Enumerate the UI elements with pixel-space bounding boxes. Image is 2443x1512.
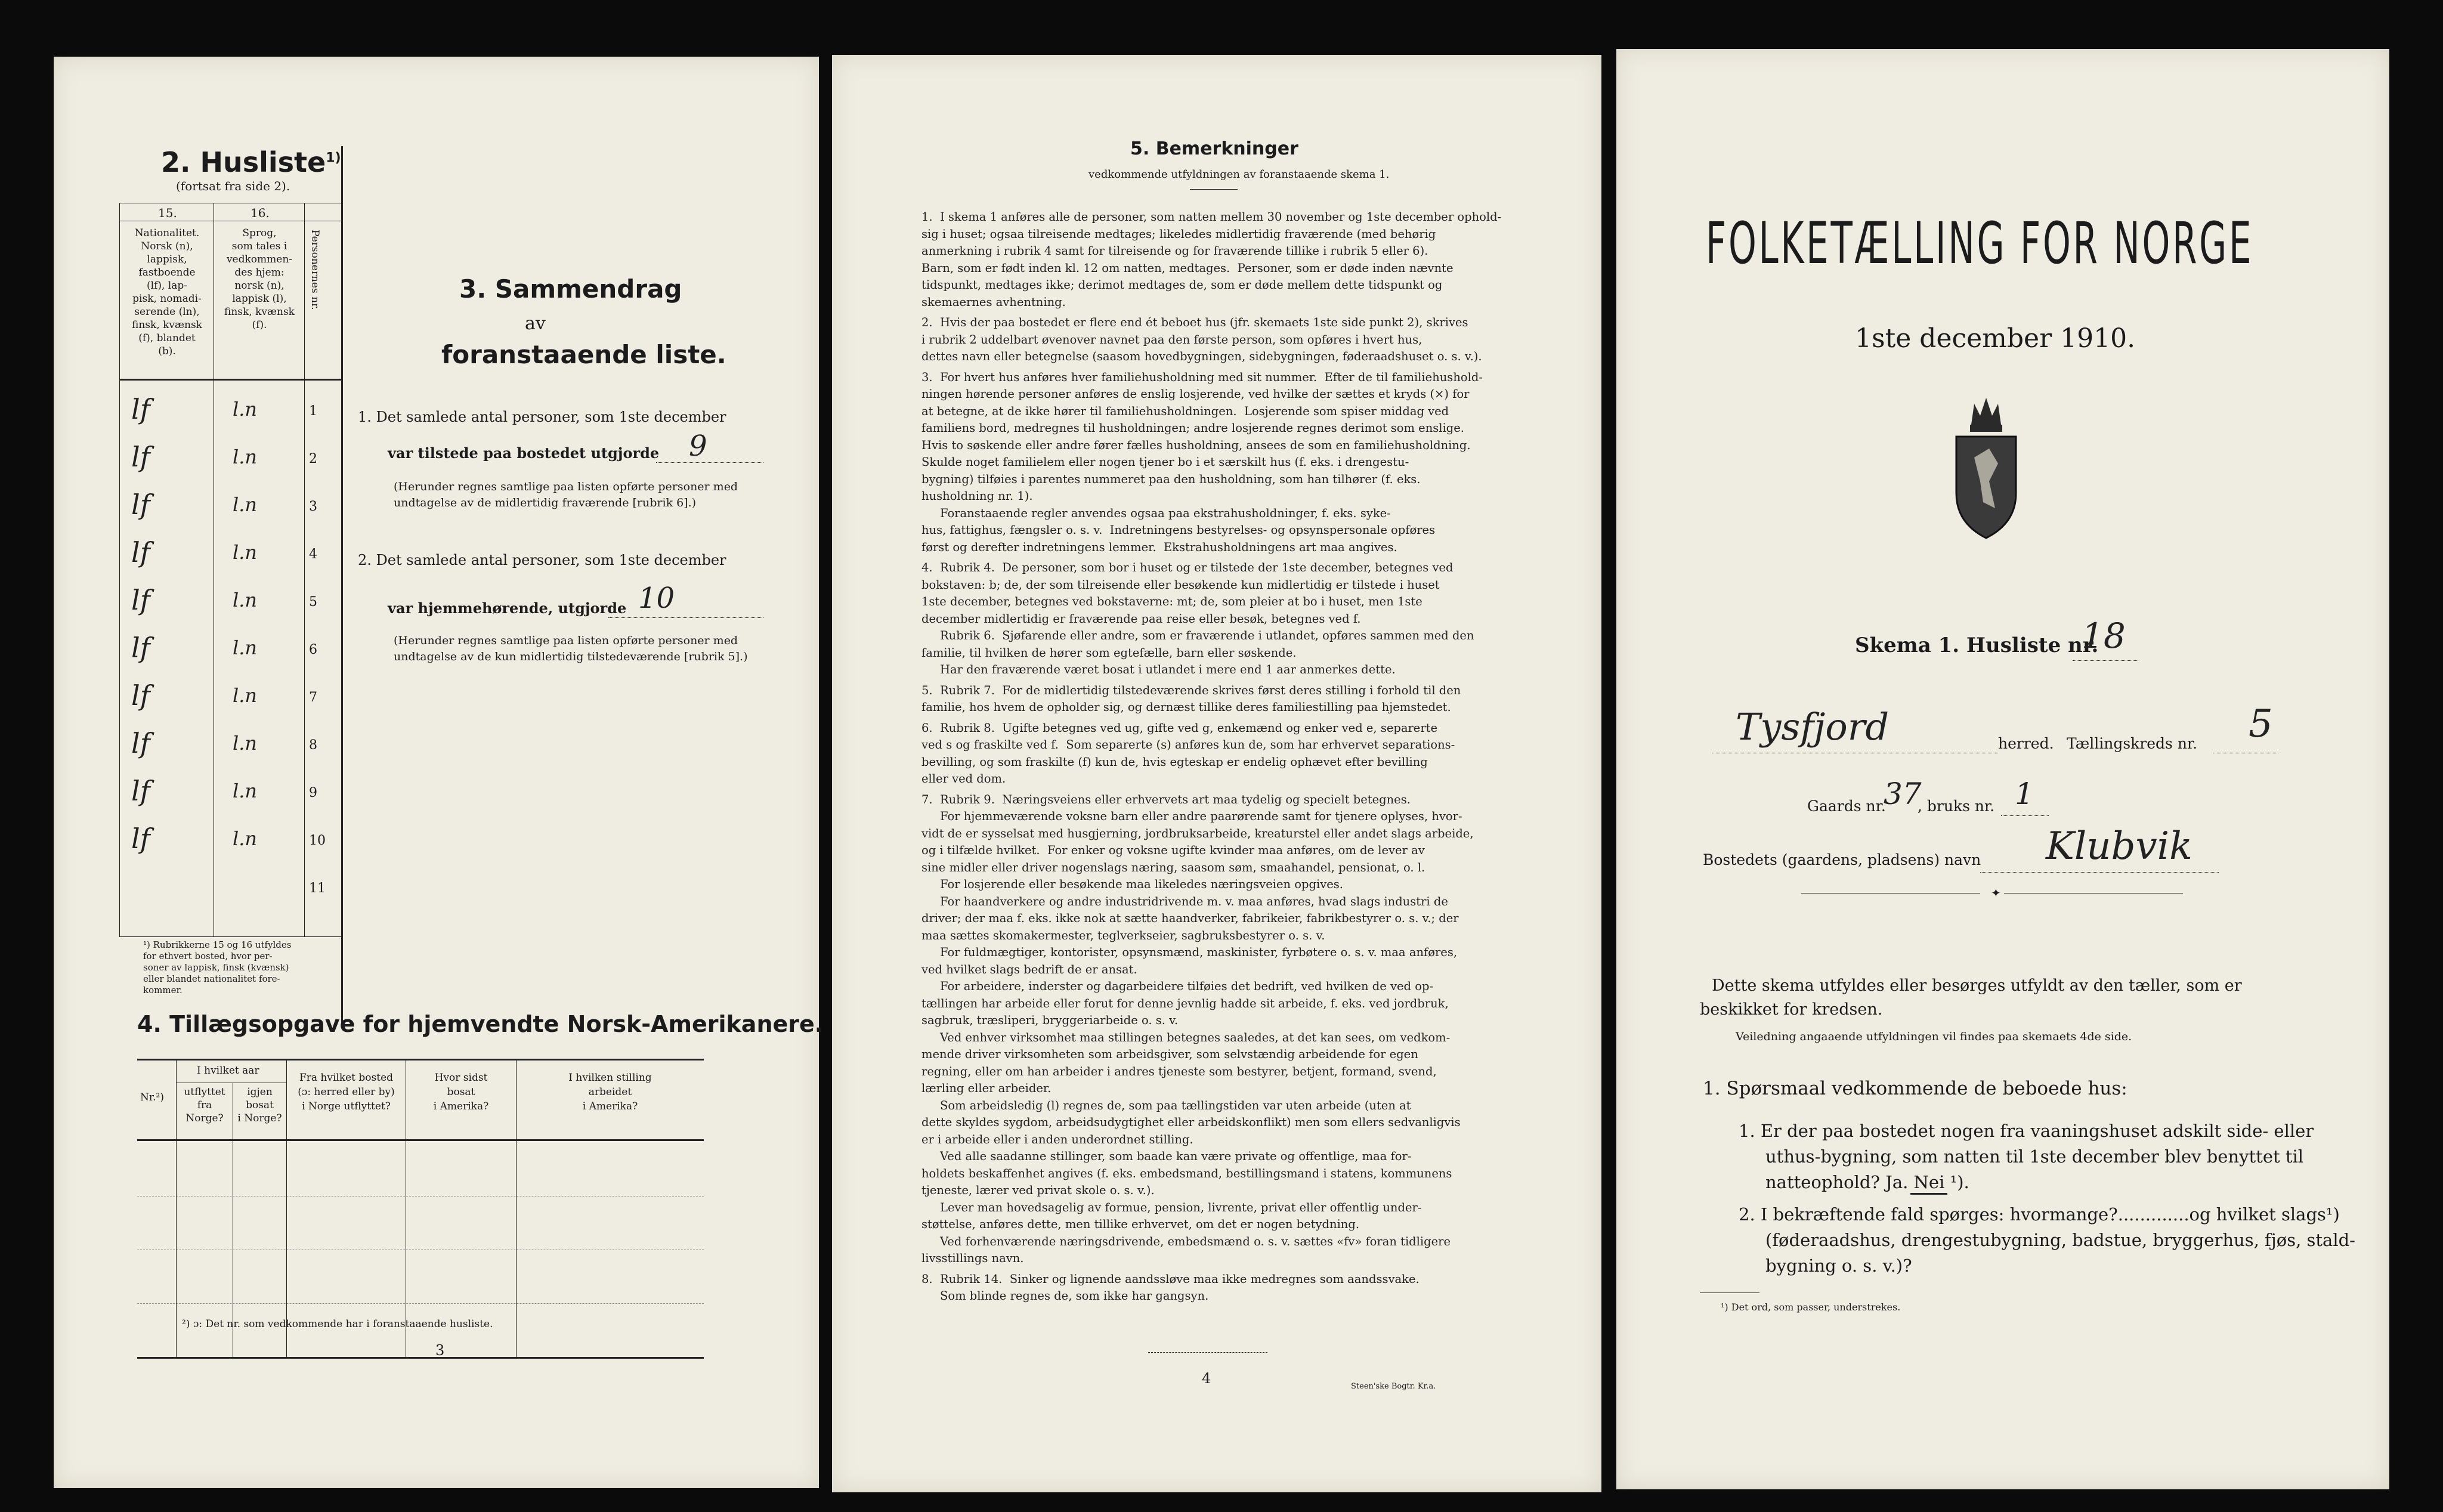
col-igjen bbox=[233, 1086, 286, 1125]
page-number-3: 3 bbox=[435, 1342, 445, 1359]
middle-page bbox=[832, 55, 1601, 1492]
bemerkning-line: Barn, som er født inden kl. 12 om natten, medtages. Personer, som er døde inden nævnte bbox=[921, 261, 1454, 275]
header-line: fastboende bbox=[138, 267, 196, 279]
bemerkning-line: anmerkning i rubrik 4 samt for tilreisende og for fraværende tillike i rubrik 5 eller 6). bbox=[921, 244, 1428, 258]
footnote-line: for ethvert bosted, hvor per- bbox=[143, 951, 273, 961]
header-line: Nationalitet. bbox=[134, 227, 200, 239]
sammendrag-item2-note: undtagelse av de kun midlertidig tilstedeværende [rubrik 5].) bbox=[394, 650, 748, 663]
nationalitet-value: lf bbox=[131, 775, 150, 807]
bemerkning-paragraph bbox=[921, 369, 1518, 556]
table-row bbox=[119, 868, 341, 916]
header-line: bosat bbox=[246, 1099, 274, 1111]
gaards-label: Gaards nr. bbox=[1807, 797, 1886, 815]
bemerkning-line: husholdning nr. 1). bbox=[921, 489, 1033, 503]
header-line: som tales i bbox=[231, 240, 287, 252]
question-1-1: uthus-bygning, som natten til 1ste december blev benyttet til bbox=[1765, 1146, 2304, 1167]
header-line: vedkommen- bbox=[226, 253, 293, 265]
table-row bbox=[119, 438, 341, 486]
header-line: pisk, nomadi- bbox=[132, 293, 202, 305]
hjemmehorende-value: 10 bbox=[638, 582, 675, 615]
bemerkning-line: Skulde noget familielem eller nogen tjener bo i et særskilt hus (f. eks. i drengestu- bbox=[921, 455, 1409, 469]
bemerkning-line: 4. Rubrik 4. De personer, som bor i huset og er tilstede der 1ste december, betegnes ved bbox=[921, 561, 1454, 574]
footnote-line: eller blandet nationalitet fore- bbox=[143, 973, 280, 984]
bemerkning-line: bokstaven: b; de, der som tilreisende eller besøkende kun midlertidig er tilstede i huset bbox=[921, 577, 1440, 592]
intro-line1: Dette skema utfyldes eller besørges utfyldt av den tæller, som er bbox=[1712, 976, 2242, 995]
bemerkning-line: sine midler eller driver nogenslags næring, saasom søm, smaahandel, pensionat, o. l. bbox=[921, 860, 1425, 874]
header-line: (b). bbox=[158, 345, 176, 357]
bosted-value: Klubvik bbox=[2046, 824, 2192, 868]
col15-number: 15. bbox=[158, 206, 177, 220]
bemerkning-line: bevilling, og som fraskilte (f) kun de, hvis egteskap er endelig ophævet efter bevilling bbox=[921, 755, 1428, 769]
bemerkning-line: bygning) tilføies i parentes nummeret paa den husholdning, som han tilhører (f. eks. bbox=[921, 472, 1421, 486]
nationalitet-value: lf bbox=[131, 584, 150, 616]
header-line: (lf), lap- bbox=[147, 280, 187, 292]
sammendrag-item1: 1. Det samlede antal personer, som 1ste december bbox=[358, 409, 726, 425]
col16-header bbox=[215, 227, 304, 332]
sammendrag-title: 3. Sammendrag bbox=[459, 274, 682, 304]
left-page bbox=[54, 57, 824, 1488]
bemerkning-line: holdets beskaffenhet angives (f. eks. embedsmand, bestillingsmand i statens, kommunens bbox=[921, 1166, 1452, 1180]
husliste-title: 2. Husliste$^{1)}$ bbox=[161, 146, 341, 178]
header-line: Fra hvilket bosted bbox=[299, 1072, 394, 1084]
nei-underline bbox=[1910, 1193, 1947, 1195]
husliste-footnote bbox=[143, 939, 322, 996]
bruks-value: 1 bbox=[2015, 777, 2034, 811]
sammendrag-subtitle: foranstaaende liste. bbox=[441, 340, 726, 369]
norwegian-coat-of-arms-icon bbox=[1947, 392, 2025, 541]
bemerkning-line: tjeneste, lærer ved privat skole o. s. v.). bbox=[921, 1183, 1155, 1197]
table-bottom-rule bbox=[119, 936, 341, 937]
header-line: serende (ln), bbox=[134, 306, 200, 318]
person-nr: 6 bbox=[309, 642, 317, 657]
bemerkning-line: 3. For hvert hus anføres hver familiehusholdning med sit nummer. Efter de til familiehushold- bbox=[921, 370, 1483, 384]
sprog-value: l.n bbox=[233, 684, 258, 707]
header-line: (ɔ: herred eller by) bbox=[298, 1086, 395, 1098]
bemerkning-line: Hvis to søskende eller andre fører fælles husholdning, ansees de som en familiehusholdning. bbox=[921, 438, 1471, 452]
col-fra-bosted bbox=[287, 1071, 406, 1114]
sammendrag-av: av bbox=[525, 313, 546, 334]
sprog-value: l.n bbox=[233, 732, 258, 755]
nationalitet-value: lf bbox=[131, 441, 150, 473]
question-1-1: natteophold? Ja. Nei ¹). bbox=[1765, 1172, 1969, 1192]
bemerkning-line: dette skyldes sygdom, arbeidsudygtighet eller arbeidskonflikt) men som ellers sedvanligvis bbox=[921, 1115, 1461, 1129]
bemerkning-line: tællingen har arbeide eller forut for denne jevnlig hadde sit arbeide, f. eks. ved jordbruk, bbox=[921, 996, 1449, 1010]
header-line: Norsk (n), bbox=[141, 240, 193, 252]
bemerkning-line: Ved alle saadanne stillinger, som baade kan være private og offentlige, maa for- bbox=[921, 1149, 1412, 1163]
table-row bbox=[119, 629, 341, 677]
header-line: des hjem: bbox=[234, 267, 284, 279]
bemerkning-paragraph bbox=[921, 314, 1518, 366]
bemerkninger-title: 5. Bemerkninger bbox=[1130, 138, 1298, 159]
bemerkning-line: dettes navn eller betegnelse (saasom hovedbygningen, sidebygningen, føderaadshuset o. s. v.). bbox=[921, 350, 1482, 363]
sprog-value: l.n bbox=[233, 446, 258, 468]
husliste-subtitle: (fortsat fra side 2). bbox=[176, 179, 290, 193]
bemerkning-line: 7. Rubrik 9. Næringsveiens eller erhvervets art maa tydelig og specielt betegnes. bbox=[921, 792, 1411, 806]
header-line: bosat bbox=[447, 1086, 475, 1098]
person-nr: 9 bbox=[309, 786, 317, 800]
nationalitet-value: lf bbox=[131, 727, 150, 759]
header-line: (f). bbox=[252, 319, 267, 331]
header-line: i Amerika? bbox=[433, 1100, 489, 1112]
sammendrag-item1-label: var tilstede paa bostedet utgjorde bbox=[388, 444, 660, 462]
bemerkning-line: først og derefter indretningens lemmer. Ekstrahusholdningens art maa angives. bbox=[921, 540, 1397, 554]
header-line: finsk, kvænsk bbox=[224, 306, 295, 318]
herred-label: herred. bbox=[1998, 735, 2054, 752]
bemerkning-line: ved hvilket slags bedrift de er ansat. bbox=[921, 962, 1137, 976]
col-utflyttet bbox=[177, 1086, 233, 1125]
bemerkning-paragraph bbox=[921, 559, 1518, 679]
header-line: lappisk (l), bbox=[232, 293, 287, 305]
bemerkning-line: tidspunkt, medtages ikke; derimot medtages de, som er døde mellem dette tidspunkt og bbox=[921, 278, 1443, 292]
sprog-value: l.n bbox=[233, 636, 258, 659]
person-nr: 2 bbox=[309, 452, 317, 466]
bemerkning-paragraph bbox=[921, 1271, 1518, 1305]
sprog-value: l.n bbox=[233, 589, 258, 611]
col-stilling bbox=[517, 1071, 704, 1114]
bemerkning-line: familie, til hvilken de hører som egtefælle, barn eller søskende. bbox=[921, 645, 1297, 660]
footnote-line: kommer. bbox=[143, 985, 183, 995]
person-nr: 11 bbox=[309, 881, 326, 896]
bemerkning-line: familie, hos hvem de opholder sig, og dernæst tillike deres familiestilling paa hjemstedet. bbox=[921, 700, 1451, 714]
bemerkning-line: 8. Rubrik 14. Sinker og lignende aandssløve maa ikke medregnes som aandssvake. bbox=[921, 1272, 1420, 1286]
table-row bbox=[119, 534, 341, 582]
bosted-label: Bostedets (gaardens, pladsens) navn bbox=[1703, 851, 1981, 868]
kreds-value: 5 bbox=[2249, 702, 2273, 746]
person-nr: 5 bbox=[309, 595, 317, 610]
skema-label: Skema 1. Husliste nr. bbox=[1855, 633, 2099, 657]
bemerkning-line: familiens bord, medregnes til husholdningen; andre losjerende regnes derimot som enslige. bbox=[921, 421, 1464, 435]
nationalitet-value: lf bbox=[131, 823, 150, 855]
bemerkning-line: ningen hørende personer anføres de enslig losjerende, ved hvilke der sættes et kryds (×) for bbox=[921, 387, 1470, 401]
question-1-2: (føderaadshus, drengestubygning, badstue, bryggerhus, fjøs, stald- bbox=[1765, 1230, 2355, 1250]
bemerkning-line: vidt de er sysselsat med husgjerning, jordbruksarbeide, kreaturstel eller andet slags arbeide, bbox=[921, 826, 1474, 840]
sammendrag-item2-note: (Herunder regnes samtlige paa listen opførte personer med bbox=[394, 634, 738, 647]
header-line: Hvor sidst bbox=[434, 1072, 488, 1084]
bemerkning-line: For arbeidere, inderster og dagarbeidere tilføies det bedrift, ved hvilken de ved op- bbox=[921, 979, 1434, 993]
header-line: utflyttet bbox=[184, 1086, 225, 1098]
herred-value: Tysfjord bbox=[1736, 705, 1890, 749]
census-title: FOLKETÆLLING FOR NORGE bbox=[1706, 210, 2254, 277]
table-header-rule bbox=[119, 379, 341, 381]
printer-mark: Steen'ske Bogtr. Kr.a. bbox=[1351, 1382, 1436, 1391]
bemerkning-line: For haandverkere og andre industridrivende m. v. maa anføres, hvad slags industri de bbox=[921, 894, 1448, 908]
table-row bbox=[119, 772, 341, 820]
nationalitet-value: lf bbox=[131, 679, 150, 712]
bemerkning-line: Foranstaaende regler anvendes ogsaa paa ekstrahusholdninger, f. eks. syke- bbox=[921, 506, 1391, 520]
bemerkning-line: mende driver virksomheten som arbeidsgiver, som selvstændig arbeidende for egen bbox=[921, 1047, 1418, 1061]
dotted-line bbox=[2001, 815, 2049, 816]
header-line: i Norge utflyttet? bbox=[302, 1100, 391, 1112]
ornament-icon: ✦ bbox=[1991, 886, 2001, 900]
bemerkning-line: Ved enhver virksomhet maa stillingen betegnes saaledes, at det kan sees, om vedkom- bbox=[921, 1030, 1451, 1044]
sammendrag-item1-note: (Herunder regnes samtlige paa listen opførte personer med bbox=[394, 480, 738, 493]
divider bbox=[1190, 189, 1238, 190]
bruks-label: , bruks nr. bbox=[1918, 797, 1995, 815]
person-nr: 3 bbox=[309, 499, 317, 514]
census-date: 1ste december 1910. bbox=[1855, 323, 2136, 354]
bemerkning-line: livsstillings navn. bbox=[921, 1251, 1024, 1265]
question-1-2: 2. I bekræftende fald spørges: hvormange?.............og hvilket slags¹) bbox=[1739, 1204, 2340, 1225]
bemerkning-line: ved s og fraskilte ved f. Som separerte (s) anføres kun de, som har erhvervet separations- bbox=[921, 738, 1455, 752]
dotted-line bbox=[1980, 872, 2219, 873]
bemerkning-line: december midlertidig er fraværende paa reise eller besøk, betegnes ved f. bbox=[921, 611, 1361, 626]
bemerkning-line: Som arbeidsledig (l) regnes de, som paa tællingstiden var uten arbeide (uten at bbox=[921, 1098, 1411, 1112]
table-row bbox=[119, 391, 341, 438]
kreds-label: Tællingskreds nr. bbox=[2067, 735, 2198, 752]
bemerkning-line: regning, eller om han arbeider i andres tjeneste som bestyrer, betjent, formand, svend, bbox=[921, 1064, 1437, 1078]
bemerkning-paragraph bbox=[921, 682, 1518, 716]
dotted-line bbox=[608, 617, 763, 618]
bemerkning-line: lærling eller arbeider. bbox=[921, 1081, 1052, 1095]
question-1-title: 1. Spørsmaal vedkommende de beboede hus: bbox=[1703, 1078, 2127, 1099]
bemerkning-line: Lever man hovedsagelig av formue, pension, livrente, privat eller offentlig under- bbox=[921, 1200, 1422, 1214]
bemerkning-line: og i tilfælde hvilket. For enker og voksne ugifte kvinder maa anføres, om de lever av bbox=[921, 843, 1425, 857]
bemerkning-line: For fuldmægtiger, kontorister, opsynsmænd, maskinister, fyrbøtere o. s. v. maa anføres, bbox=[921, 945, 1458, 959]
person-nr: 4 bbox=[309, 547, 317, 562]
table-right-border bbox=[341, 146, 343, 1023]
tillaeg-footnote: ²) ɔ: Det nr. som vedkommende har i foranstaaende husliste. bbox=[182, 1318, 493, 1330]
person-nr: 8 bbox=[309, 738, 317, 753]
nationalitet-value: lf bbox=[131, 536, 150, 568]
footnote-line: soner av lappisk, finsk (kvænsk) bbox=[143, 962, 289, 973]
table-row bbox=[119, 486, 341, 534]
bemerkninger-body bbox=[921, 209, 1518, 1309]
col-hvor-sidst bbox=[406, 1071, 516, 1114]
bemerkning-line: 6. Rubrik 8. Ugifte betegnes ved ug, gifte ved g, enkemænd og enker ved e, separerte bbox=[921, 721, 1438, 735]
intro-line2: beskikket for kredsen. bbox=[1700, 1000, 1883, 1019]
header-line: Sprog, bbox=[242, 227, 277, 239]
bemerkning-line: sagbruk, træsliperi, bryggeriarbeide o. s. v. bbox=[921, 1013, 1179, 1027]
footnote-line: ¹) Rubrikkerne 15 og 16 utfyldes bbox=[143, 939, 292, 950]
tilstede-value: 9 bbox=[689, 429, 707, 463]
bemerkning-line: 2. Hvis der paa bostedet er flere end ét beboet hus (jfr. skemaets 1ste side punkt 2), skrives bbox=[921, 316, 1468, 329]
bemerkning-paragraph bbox=[921, 720, 1518, 788]
question-1-1: 1. Er der paa bostedet nogen fra vaaningshuset adskilt side- eller bbox=[1739, 1121, 2314, 1141]
bemerkning-line: at betegne, at de ikke hører til familiehusholdningen. Losjerende som spiser middag ved bbox=[921, 404, 1449, 418]
bemerkning-line: støttelse, anføres dette, men tillike erhvervet, om det er nogen betydning. bbox=[921, 1217, 1360, 1231]
header-line: arbeidet bbox=[588, 1086, 632, 1098]
page-number-4: 4 bbox=[1202, 1370, 1211, 1387]
bemerkning-line: For hjemmeværende voksne barn eller andre paarørende samt for tjenere oplyses, hvor- bbox=[921, 809, 1462, 823]
bemerkning-paragraph bbox=[921, 209, 1518, 311]
bemerkning-line: driver; der maa f. eks. ikke nok at sætte haandverker, fabrikeier, fabrikbestyrer o. s. v.; der bbox=[921, 911, 1459, 925]
bemerkning-paragraph bbox=[921, 791, 1518, 1267]
header-line: i Amerika? bbox=[582, 1100, 638, 1112]
nationalitet-value: lf bbox=[131, 488, 150, 521]
table-row bbox=[119, 677, 341, 725]
bemerkninger-subtitle: vedkommende utfyldningen av foranstaaende skema 1. bbox=[1088, 168, 1390, 181]
header-line: Norge? bbox=[185, 1112, 224, 1124]
col16-number: 16. bbox=[251, 206, 270, 220]
right-footnote: ¹) Det ord, som passer, understrekes. bbox=[1721, 1301, 1901, 1313]
divider bbox=[1148, 1352, 1267, 1353]
gaards-value: 37 bbox=[1884, 777, 1922, 811]
bemerkning-line: Som blinde regnes de, som ikke har gangsyn. bbox=[921, 1289, 1209, 1303]
sprog-value: l.n bbox=[233, 493, 258, 516]
sprog-value: l.n bbox=[233, 541, 258, 564]
bemerkning-line: skemaernes avhentning. bbox=[921, 295, 1066, 309]
nationalitet-value: lf bbox=[131, 393, 150, 425]
bemerkning-line: 5. Rubrik 7. For de midlertidig tilstedeværende skrives først deres stilling i forhold til den bbox=[921, 683, 1461, 697]
tillaeg-title: 4. Tillægsopgave for hjemvendte Norsk-Amerikanere. bbox=[137, 1011, 824, 1037]
sprog-value: l.n bbox=[233, 827, 258, 850]
person-nr: 1 bbox=[309, 404, 317, 419]
sammendrag-item1-note: undtagelse av de midlertidig fraværende [rubrik 6].) bbox=[394, 496, 697, 509]
bemerkning-line: sig i huset; ogsaa tilreisende medtages; likeledes midlertidig fraværende (med behørig bbox=[921, 227, 1436, 241]
header-line: lappisk, bbox=[147, 253, 187, 265]
bemerkning-line: For losjerende eller besøkende maa likeledes næringsveien opgives. bbox=[921, 877, 1343, 891]
table-row bbox=[119, 582, 341, 629]
person-nr-header: Personernes nr. bbox=[309, 230, 321, 310]
header-line: fra bbox=[197, 1099, 212, 1111]
header-line: norsk (n), bbox=[234, 280, 284, 292]
col-hvilket-aar: I hvilket aar bbox=[197, 1065, 259, 1077]
bemerkning-line: 1ste december, betegnes ved bokstaverne: mt; de, som pleier at bo i huset, men 1ste bbox=[921, 595, 1422, 608]
right-page bbox=[1616, 49, 2389, 1489]
husliste-nr-value: 18 bbox=[2082, 616, 2126, 656]
table-row bbox=[119, 820, 341, 868]
sammendrag-item2: 2. Det samlede antal personer, som 1ste december bbox=[358, 552, 726, 568]
header-line: igjen bbox=[247, 1086, 273, 1098]
person-nr: 10 bbox=[309, 833, 326, 848]
dotted-line bbox=[2073, 660, 2138, 661]
sammendrag-item2-label: var hjemmehørende, utgjorde bbox=[388, 599, 627, 617]
header-line: (f), blandet bbox=[138, 332, 196, 344]
veiledning: Veiledning angaaende utfyldningen vil findes paa skemaets 4de side. bbox=[1736, 1030, 2132, 1043]
bemerkning-line: Ved forhenværende næringsdrivende, embedsmænd o. s. v. sættes «fv» foran tidligere bbox=[921, 1234, 1451, 1248]
sprog-value: l.n bbox=[233, 398, 258, 420]
bemerkning-line: er i arbeide eller i anden underordnet stilling. bbox=[921, 1132, 1193, 1146]
bemerkning-line: Rubrik 6. Sjøfarende eller andre, som er fraværende i utlandet, opføres sammen med den bbox=[921, 629, 1474, 642]
header-line: i Norge? bbox=[237, 1112, 282, 1124]
table-row bbox=[119, 725, 341, 772]
col-nr: Nr.²) bbox=[140, 1092, 164, 1103]
bemerkning-line: i rubrik 2 uddelbart øvenover navnet paa den første person, som opføres i hvert hus, bbox=[921, 332, 1422, 347]
header-line: finsk, kvænsk bbox=[132, 319, 202, 331]
bemerkning-line: eller ved dom. bbox=[921, 772, 1006, 786]
dotted-line bbox=[656, 462, 763, 463]
bemerkning-line: Har den fraværende været bosat i utlandet i mere end 1 aar anmerkes dette. bbox=[921, 663, 1396, 676]
header-line: I hvilken stilling bbox=[568, 1072, 652, 1084]
sprog-value: l.n bbox=[233, 780, 258, 802]
question-1-2: bygning o. s. v.)? bbox=[1765, 1256, 1912, 1276]
bemerkning-line: maa sættes skomakermester, teglverkseier, sagbruksbestyrer o. s. v. bbox=[921, 928, 1325, 942]
bemerkning-line: 1. I skema 1 anføres alle de personer, som natten mellem 30 november og 1ste december ophold- bbox=[921, 210, 1502, 224]
person-nr: 7 bbox=[309, 690, 317, 705]
col15-header bbox=[120, 227, 214, 358]
nationalitet-value: lf bbox=[131, 632, 150, 664]
bemerkning-line: hus, fattighus, fængsler o. s. v. Indretningens bestyrelses- og opsynspersonale opføres bbox=[921, 523, 1436, 537]
